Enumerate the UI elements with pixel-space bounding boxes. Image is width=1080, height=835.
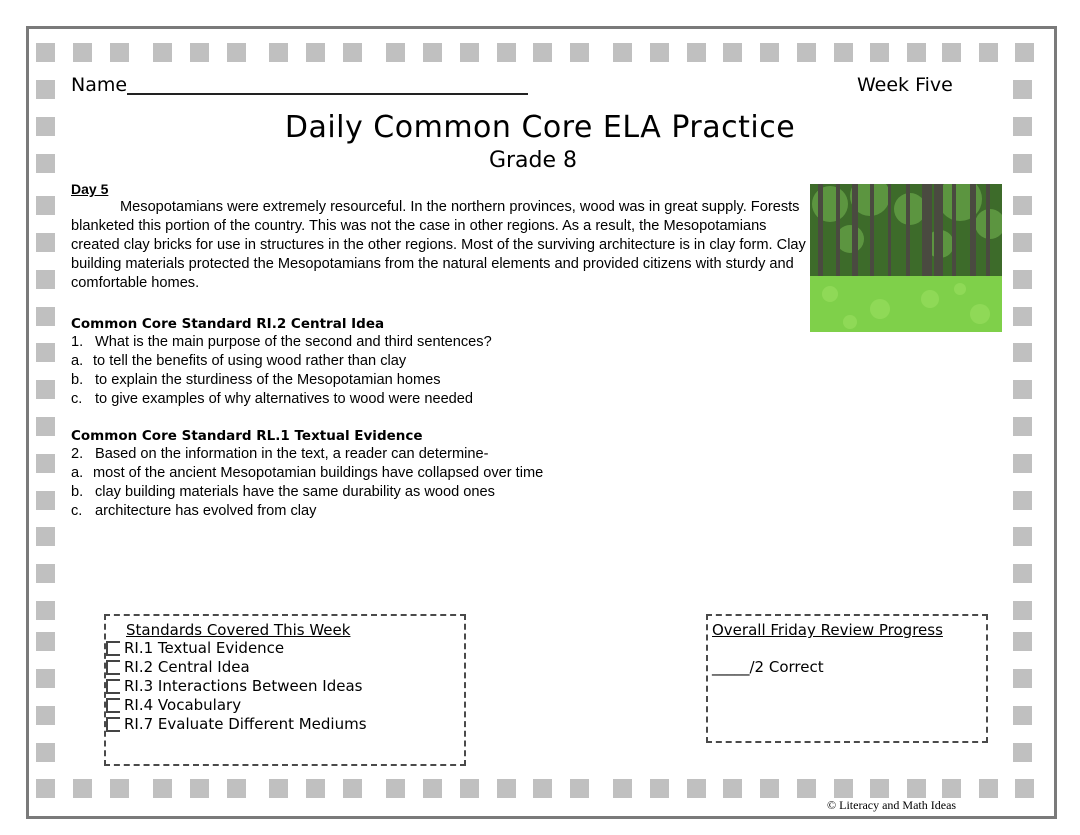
border-square: [36, 417, 55, 436]
border-square: [36, 743, 55, 762]
answer-option-a[interactable]: a. to tell the benefits of using wood rather than clay: [71, 353, 407, 369]
border-square: [153, 43, 172, 62]
answer-option-c[interactable]: c. architecture has evolved from clay: [71, 503, 317, 519]
border-square: [36, 779, 55, 798]
border-square: [36, 632, 55, 651]
name-input-line[interactable]: [127, 93, 528, 95]
border-square: [269, 43, 288, 62]
border-square: [227, 779, 246, 798]
day-label: Day 5: [71, 181, 109, 197]
review-progress-box: [706, 614, 988, 743]
reading-passage: Mesopotamians were extremely resourceful. In the northern provinces, wood was in great supply. Forests blanketed this portion of the country. This was not the case in other regions. As a result, the Mesopotamians created clay bricks for use in structures in the other regions. Most of the surviving architecture is in clay form. Clay building materials protected the Mesopotamians from the natural elements and provided citizens with sturdy and comfortable homes.: [71, 199, 806, 291]
name-label: Name: [71, 74, 128, 96]
border-square: [907, 43, 926, 62]
border-square: [460, 779, 479, 798]
border-square: [1013, 454, 1032, 473]
border-square: [687, 779, 706, 798]
border-square: [1013, 343, 1032, 362]
border-square: [979, 43, 998, 62]
standards-box-title: Standards Covered This Week: [126, 621, 351, 639]
border-square: [723, 779, 742, 798]
border-square: [36, 601, 55, 620]
standard-checkbox-item[interactable]: RI.3 Interactions Between Ideas: [126, 677, 367, 696]
page-title: Daily Common Core ELA Practice: [284, 110, 796, 145]
border-square: [1013, 233, 1032, 252]
border-square: [797, 43, 816, 62]
standard-checkbox-item[interactable]: RI.4 Vocabulary: [126, 696, 367, 715]
border-square: [36, 307, 55, 326]
checkbox[interactable]: [106, 698, 120, 713]
standard-checkbox-item[interactable]: RI.2 Central Idea: [126, 658, 367, 677]
border-square: [423, 779, 442, 798]
border-square: [36, 669, 55, 688]
border-square: [1015, 43, 1034, 62]
border-square: [73, 779, 92, 798]
border-square: [1013, 669, 1032, 688]
border-square: [153, 779, 172, 798]
border-square: [36, 270, 55, 289]
border-square: [423, 43, 442, 62]
week-label: Week Five: [857, 74, 953, 96]
border-square: [1013, 491, 1032, 510]
border-square: [979, 779, 998, 798]
checkbox[interactable]: [106, 660, 120, 675]
border-square: [36, 233, 55, 252]
border-square: [533, 43, 552, 62]
border-square: [1013, 601, 1032, 620]
border-square: [797, 779, 816, 798]
answer-option-c[interactable]: c. to give examples of why alternatives to wood were needed: [71, 391, 474, 407]
border-square: [227, 43, 246, 62]
checkbox[interactable]: [106, 679, 120, 694]
border-square: [460, 43, 479, 62]
question-prompt: 1. What is the main purpose of the second and third sentences?: [71, 334, 492, 350]
border-square: [613, 779, 632, 798]
forest-image-icon: [810, 184, 1002, 332]
border-square: [570, 779, 589, 798]
standard-checkbox-item[interactable]: RI.7 Evaluate Different Mediums: [126, 715, 367, 734]
border-square: [1013, 196, 1032, 215]
border-square: [760, 43, 779, 62]
border-square: [36, 454, 55, 473]
border-square: [110, 43, 129, 62]
border-square: [570, 43, 589, 62]
border-square: [36, 380, 55, 399]
border-square: [73, 43, 92, 62]
standard-heading: Common Core Standard RI.2 Central Idea: [71, 316, 385, 332]
border-square: [306, 779, 325, 798]
border-square: [343, 779, 362, 798]
grade-subtitle: Grade 8: [488, 148, 578, 173]
border-square: [533, 779, 552, 798]
border-square: [1013, 417, 1032, 436]
border-square: [36, 80, 55, 99]
border-square: [760, 779, 779, 798]
border-square: [190, 779, 209, 798]
border-square: [1013, 270, 1032, 289]
border-square: [386, 779, 405, 798]
border-square: [942, 43, 961, 62]
score-field[interactable]: _____/2 Correct: [712, 658, 824, 676]
border-square: [1013, 307, 1032, 326]
border-square: [1013, 632, 1032, 651]
border-square: [497, 779, 516, 798]
checkbox[interactable]: [106, 717, 120, 732]
border-square: [613, 43, 632, 62]
border-square: [834, 43, 853, 62]
border-square: [110, 779, 129, 798]
border-square: [907, 779, 926, 798]
border-square: [1013, 706, 1032, 725]
answer-option-b[interactable]: b. to explain the sturdiness of the Mesopotamian homes: [71, 372, 441, 388]
standards-covered-box: [104, 614, 466, 766]
border-square: [269, 779, 288, 798]
border-square: [36, 491, 55, 510]
progress-box-title: Overall Friday Review Progress: [712, 621, 943, 639]
answer-option-a[interactable]: a. most of the ancient Mesopotamian buildings have collapsed over time: [71, 465, 544, 481]
border-square: [1015, 779, 1034, 798]
border-square: [306, 43, 325, 62]
border-square: [497, 43, 516, 62]
border-square: [36, 706, 55, 725]
border-square: [1013, 564, 1032, 583]
border-square: [834, 779, 853, 798]
border-square: [1013, 80, 1032, 99]
border-square: [687, 43, 706, 62]
border-square: [386, 43, 405, 62]
border-square: [36, 343, 55, 362]
border-square: [650, 43, 669, 62]
border-square: [942, 779, 961, 798]
border-square: [36, 564, 55, 583]
border-square: [723, 43, 742, 62]
border-square: [36, 196, 55, 215]
border-square: [36, 527, 55, 546]
question-1: [71, 316, 791, 409]
border-square: [1013, 380, 1032, 399]
question-prompt: 2. Based on the information in the text, a reader can determine-: [71, 446, 489, 462]
border-square: [650, 779, 669, 798]
copyright-notice: © Literacy and Math Ideas: [827, 798, 957, 812]
border-square: [870, 779, 889, 798]
border-square: [343, 43, 362, 62]
checkbox[interactable]: [106, 641, 120, 656]
forest-photo: [810, 184, 1002, 332]
standard-heading: Common Core Standard RL.1 Textual Evidence: [71, 428, 423, 444]
border-square: [1013, 527, 1032, 546]
border-square: [870, 43, 889, 62]
border-square: [190, 43, 209, 62]
standard-checkbox-item[interactable]: RI.1 Textual Evidence: [126, 639, 367, 658]
question-2: [71, 428, 791, 521]
border-square: [36, 43, 55, 62]
border-square: [1013, 743, 1032, 762]
answer-option-b[interactable]: b. clay building materials have the same durability as wood ones: [71, 484, 495, 500]
